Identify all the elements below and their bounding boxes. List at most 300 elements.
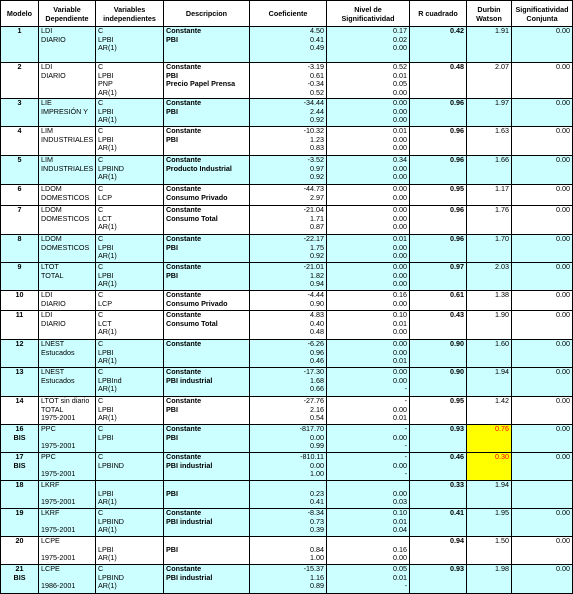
dependent-variable-cell [39, 565, 96, 594]
description-cell [164, 27, 250, 63]
independent-variables-line: C [98, 62, 104, 71]
independent-variables-cell [96, 537, 164, 565]
independent-variables-cell [96, 263, 164, 291]
coefficient-line: 1.16 [310, 572, 324, 582]
durbin-watson-value: 1.90 [495, 310, 509, 319]
dependent-variable-line: LDOM [41, 205, 62, 214]
model-number-cell [1, 291, 39, 311]
durbin-watson-cell [467, 453, 512, 481]
joint-significance-value: 0.00 [556, 508, 570, 517]
dependent-variable-line: 1975-2001 [41, 441, 76, 451]
description-line: Precio Papel Prensa [166, 79, 236, 89]
joint-significance-cell [512, 368, 573, 397]
table-row [1, 368, 573, 397]
significance-level-cell [327, 368, 410, 397]
description-line [166, 498, 247, 507]
significance-level-line: - [404, 469, 407, 479]
independent-variables-line: LCP [98, 192, 112, 202]
r-squared-cell [410, 185, 467, 206]
dependent-variable-line: 1975-2001 [41, 469, 76, 479]
durbin-watson-value: 1.38 [495, 290, 509, 299]
table-row [1, 27, 573, 63]
dependent-variable-line: 1975-2001 [41, 553, 76, 563]
dependent-variable-cell [39, 368, 96, 397]
significance-level-cell [327, 127, 410, 156]
model-number-cell [1, 340, 39, 368]
independent-variables-line: AR(1) [98, 553, 117, 563]
dependent-variable-cell [39, 311, 96, 340]
independent-variables-line: LPBI [98, 70, 114, 80]
r-squared-value: 0.33 [450, 480, 464, 489]
durbin-watson-value: 1.94 [495, 367, 509, 376]
model-number-line: 12 [15, 339, 24, 348]
description-line [166, 481, 247, 490]
joint-significance-cell [512, 311, 573, 340]
dependent-variable-line: LDOM [41, 234, 62, 243]
r-squared-value: 0.93 [450, 564, 464, 573]
coefficient-line: 0.73 [310, 516, 324, 526]
joint-significance-value: 0.00 [556, 424, 570, 433]
coefficient-line: 0.39 [310, 525, 324, 535]
coefficient-line: -3.52 [307, 155, 324, 164]
independent-variables-cell [96, 340, 164, 368]
coefficient-line: 2.44 [310, 106, 324, 116]
dependent-variable-line: INDUSTRIALES [41, 163, 94, 173]
durbin-watson-cell [467, 127, 512, 156]
significance-level-line: 0.00 [393, 432, 407, 442]
r-squared-value: 0.94 [450, 536, 464, 545]
model-number-line: BIS [13, 460, 26, 470]
dependent-variable-line: LDI [41, 26, 53, 35]
coefficient-line: 0.41 [310, 34, 324, 44]
joint-significance-cell [512, 537, 573, 565]
durbin-watson-cell [467, 99, 512, 127]
r-squared-value: 0.97 [450, 262, 464, 271]
independent-variables-line [98, 442, 161, 451]
dependent-variable-line: 1975-2001 [41, 413, 76, 423]
significance-level-line: 0.10 [393, 310, 407, 319]
model-number-line: 16 [15, 424, 24, 433]
description-line: PBI [166, 134, 178, 144]
dependent-variable-line: IMPRESIÓN Y [41, 106, 88, 116]
r-squared-cell [410, 206, 467, 235]
model-number-cell [1, 63, 39, 99]
independent-variables-line: C [98, 508, 104, 517]
r-squared-cell [410, 340, 467, 368]
significance-level-line: 0.00 [393, 279, 407, 289]
joint-significance-cell [512, 425, 573, 453]
independent-variables-line: LCT [98, 213, 112, 223]
coefficient-line: 0.54 [310, 413, 324, 423]
r-squared-cell [410, 311, 467, 340]
durbin-watson-value: 1.63 [495, 126, 509, 135]
r-squared-cell [410, 263, 467, 291]
durbin-watson-value: 1.17 [495, 184, 509, 193]
significance-level-line: 0.01 [393, 126, 407, 135]
significance-level-line: 0.00 [393, 367, 407, 376]
independent-variables-line: AR(1) [98, 222, 117, 232]
coefficient-line: 1.23 [310, 134, 324, 144]
coefficient-line: 0.96 [310, 347, 324, 357]
coefficient-line: 0.66 [310, 384, 324, 394]
independent-variables-line: AR(1) [98, 251, 117, 261]
coefficient-line: 0.00 [310, 460, 324, 470]
coefficient-line: 4.83 [310, 310, 324, 319]
independent-variables-line: AR(1) [98, 384, 117, 394]
dependent-variable-line: DIARIO [41, 70, 66, 80]
description-line [166, 89, 247, 98]
joint-significance-value: 0.00 [556, 536, 570, 545]
durbin-watson-cell [467, 565, 512, 594]
significance-level-line: 0.00 [393, 115, 407, 125]
joint-significance-cell [512, 27, 573, 63]
significance-level-cell [327, 481, 410, 509]
coefficient-line: -22.17 [303, 234, 324, 243]
independent-variables-line: AR(1) [98, 172, 117, 182]
table-row [1, 235, 573, 263]
significance-level-line: 0.01 [393, 572, 407, 582]
description-line: Constante [166, 205, 202, 214]
independent-variables-line: C [98, 262, 104, 271]
independent-variables-line: C [98, 205, 104, 214]
r-squared-value: 0.96 [450, 155, 464, 164]
dependent-variable-cell [39, 291, 96, 311]
significance-level-line: - [404, 396, 407, 405]
dependent-variable-line: LCPE [41, 564, 60, 573]
joint-significance-value: 0.00 [556, 98, 570, 107]
independent-variables-line: AR(1) [98, 356, 117, 366]
independent-variables-line: LPBI [98, 347, 114, 357]
r-squared-value: 0.90 [450, 367, 464, 376]
dependent-variable-cell [39, 537, 96, 565]
durbin-watson-value: 2.03 [495, 262, 509, 271]
significance-level-line: 0.03 [393, 497, 407, 507]
significance-level-line: 0.00 [393, 184, 407, 193]
independent-variables-line: LPBI [98, 106, 114, 116]
significance-level-cell [327, 340, 410, 368]
coefficient-line: 0.89 [310, 581, 324, 591]
dependent-variable-line: LIM [41, 126, 53, 135]
significance-level-line: 0.00 [393, 143, 407, 153]
durbin-watson-cell [467, 368, 512, 397]
r-squared-value: 0.95 [450, 396, 464, 405]
description-line: PBI [166, 432, 178, 442]
coefficient-line: -0.34 [307, 79, 324, 89]
significance-level-line: 0.10 [393, 508, 407, 517]
significance-level-line: 0.00 [393, 163, 407, 173]
dependent-variable-line: Estucados [41, 347, 75, 357]
dependent-variable-cell [39, 206, 96, 235]
joint-significance-value: 0.00 [556, 205, 570, 214]
durbin-watson-cell [467, 27, 512, 63]
model-number-cell [1, 368, 39, 397]
model-number-line: 14 [15, 396, 24, 405]
dependent-variable-line: DOMESTICOS [41, 213, 90, 223]
significance-level-line: 0.05 [393, 79, 407, 89]
coefficient-line: 0.94 [310, 279, 324, 289]
description-line: Constante [166, 155, 202, 164]
model-number-cell [1, 99, 39, 127]
durbin-watson-value: 1.70 [495, 234, 509, 243]
significance-level-line: 0.04 [393, 525, 407, 535]
significance-level-cell [327, 99, 410, 127]
description-line: Constante [166, 262, 202, 271]
description-cell [164, 537, 250, 565]
description-line: Constante [166, 424, 202, 433]
header-coeficiente: Coeficiente [250, 1, 327, 27]
significance-level-line: 0.00 [393, 327, 407, 337]
joint-significance-value: 0.00 [556, 184, 570, 193]
model-number-cell [1, 127, 39, 156]
dependent-variable-line: LDI [41, 310, 53, 319]
significance-level-line: 0.01 [393, 413, 407, 423]
model-number-cell [1, 206, 39, 235]
durbin-watson-value: 1.66 [495, 155, 509, 164]
description-line: Constante [166, 452, 202, 461]
description-line: Constante [166, 126, 202, 135]
model-number-cell [1, 156, 39, 185]
joint-significance-cell [512, 235, 573, 263]
independent-variables-line: C [98, 367, 104, 376]
coefficient-line: 0.97 [310, 163, 324, 173]
dependent-variable-cell [39, 27, 96, 63]
coefficient-line: 0.49 [310, 43, 324, 53]
r-squared-value: 0.90 [450, 339, 464, 348]
independent-variables-line: LPBI [98, 242, 114, 252]
significance-level-line: 0.00 [393, 298, 407, 308]
dependent-variable-line: DIARIO [41, 298, 66, 308]
joint-significance-value: 0.00 [556, 26, 570, 35]
independent-variables-line: LPBIND [98, 163, 124, 173]
description-line: Consumo Privado [166, 298, 228, 308]
independent-variables-line: LCP [98, 298, 112, 308]
description-line [166, 173, 247, 182]
significance-level-line: 0.00 [393, 460, 407, 470]
table-row [1, 63, 573, 99]
table-row [1, 311, 573, 340]
coefficient-cell [250, 156, 327, 185]
significance-level-line: 0.00 [393, 43, 407, 53]
coefficient-line: 0.48 [310, 327, 324, 337]
coefficient-cell [250, 185, 327, 206]
independent-variables-cell [96, 235, 164, 263]
description-line: PBI [166, 544, 178, 554]
coefficient-line: 1.68 [310, 375, 324, 385]
joint-significance-cell [512, 156, 573, 185]
significance-level-line: 0.05 [393, 564, 407, 573]
dependent-variable-cell [39, 127, 96, 156]
model-number-cell [1, 425, 39, 453]
model-number-line: BIS [13, 572, 26, 582]
r-squared-cell [410, 235, 467, 263]
description-cell [164, 235, 250, 263]
model-number-cell [1, 565, 39, 594]
joint-significance-cell [512, 291, 573, 311]
coefficient-line: -6.26 [307, 339, 324, 348]
coefficient-line: 0.83 [310, 143, 324, 153]
independent-variables-cell [96, 291, 164, 311]
durbin-watson-cell [467, 509, 512, 537]
r-squared-cell [410, 63, 467, 99]
dependent-variable-line: LTOT [41, 262, 59, 271]
description-line [166, 414, 247, 423]
durbin-watson-value: 1.50 [495, 536, 509, 545]
independent-variables-line: AR(1) [98, 43, 117, 53]
model-number-cell [1, 397, 39, 425]
model-number-line: 4 [17, 126, 22, 135]
description-line: Constante [166, 290, 202, 299]
r-squared-value: 0.93 [450, 424, 464, 433]
model-number-line: 18 [15, 480, 24, 489]
model-number-line: 8 [17, 234, 22, 243]
r-squared-value: 0.96 [450, 98, 464, 107]
joint-significance-value: 0.00 [556, 564, 570, 573]
joint-significance-cell [512, 565, 573, 594]
dependent-variable-cell [39, 397, 96, 425]
dependent-variable-line: LDOM [41, 184, 62, 193]
table-row [1, 340, 573, 368]
model-number-cell [1, 453, 39, 481]
joint-significance-value: 0.00 [556, 155, 570, 164]
header-durbin-watson: Durbin Watson [467, 1, 512, 27]
coefficient-line: 0.90 [310, 298, 324, 308]
significance-level-line: 0.00 [393, 347, 407, 357]
description-line: Constante [166, 184, 202, 193]
independent-variables-line: AR(1) [98, 327, 117, 337]
coefficient-line: 0.87 [310, 222, 324, 232]
significance-level-line: 0.00 [393, 222, 407, 232]
dependent-variable-cell [39, 156, 96, 185]
joint-significance-cell [512, 397, 573, 425]
significance-level-line: 0.00 [393, 192, 407, 202]
coefficient-cell [250, 206, 327, 235]
significance-level-line: 0.00 [393, 87, 407, 97]
joint-significance-value: 0.00 [556, 290, 570, 299]
joint-significance-cell [512, 340, 573, 368]
coefficient-cell [250, 291, 327, 311]
significance-level-cell [327, 156, 410, 185]
significance-level-line: 0.01 [393, 234, 407, 243]
coefficient-cell [250, 509, 327, 537]
coefficient-line: -3.19 [307, 62, 324, 71]
r-squared-value: 0.41 [450, 508, 464, 517]
joint-significance-value: 0.00 [556, 262, 570, 271]
description-cell [164, 63, 250, 99]
r-squared-cell [410, 291, 467, 311]
description-line: PBI [166, 404, 178, 414]
coefficient-line: 0.92 [310, 172, 324, 182]
significance-level-cell [327, 63, 410, 99]
table-row [1, 509, 573, 537]
coefficient-line: 1.75 [310, 242, 324, 252]
independent-variables-line: LPBInd [98, 375, 122, 385]
table-row [1, 263, 573, 291]
table-body [1, 27, 573, 594]
coefficient-line: -27.76 [303, 396, 324, 405]
model-number-line: 21 [15, 564, 24, 573]
independent-variables-line: C [98, 184, 104, 193]
header-nivel-significatividad: Nivel de Significatividad [327, 1, 410, 27]
independent-variables-line: LPBIND [98, 460, 124, 470]
r-squared-cell [410, 156, 467, 185]
description-cell [164, 509, 250, 537]
dependent-variable-cell [39, 340, 96, 368]
independent-variables-line: C [98, 234, 104, 243]
description-line: Constante [166, 234, 202, 243]
coefficient-line: 0.46 [310, 356, 324, 366]
description-cell [164, 368, 250, 397]
dependent-variable-line: LTOT sin diario [41, 396, 90, 405]
description-line: Constante [166, 396, 202, 405]
coefficient-line: 0.23 [310, 488, 324, 498]
description-cell [164, 340, 250, 368]
r-squared-value: 0.46 [450, 452, 464, 461]
description-line: Constante [166, 564, 202, 573]
coefficient-cell [250, 99, 327, 127]
coefficient-cell [250, 340, 327, 368]
table-row [1, 565, 573, 594]
description-line [166, 280, 247, 289]
coefficient-line: 2.97 [310, 192, 324, 202]
model-number-line: 6 [17, 184, 22, 193]
r-squared-value: 0.96 [450, 205, 464, 214]
dependent-variable-line: LKRF [41, 480, 60, 489]
independent-variables-line: AR(1) [98, 525, 117, 535]
significance-level-line: 0.16 [393, 290, 407, 299]
durbin-watson-value: 0.76 [495, 424, 509, 433]
independent-variables-cell [96, 509, 164, 537]
independent-variables-line: LPBI [98, 270, 114, 280]
independent-variables-cell [96, 453, 164, 481]
coefficient-cell [250, 453, 327, 481]
coefficient-line: 0.61 [310, 70, 324, 80]
significance-level-cell [327, 453, 410, 481]
coefficient-line: -44.73 [303, 184, 324, 193]
durbin-watson-cell [467, 185, 512, 206]
header-variables-independientes: Variables independientes [96, 1, 164, 27]
independent-variables-line: C [98, 310, 104, 319]
coefficient-line: 0.41 [310, 497, 324, 507]
model-number-cell [1, 311, 39, 340]
dependent-variable-cell [39, 235, 96, 263]
description-line [166, 526, 247, 535]
joint-significance-value: 0.00 [556, 367, 570, 376]
r-squared-cell [410, 99, 467, 127]
dependent-variable-line: 1975-2001 [41, 497, 76, 507]
durbin-watson-value: 0.30 [495, 452, 509, 461]
description-cell [164, 397, 250, 425]
description-cell [164, 206, 250, 235]
coefficient-cell [250, 235, 327, 263]
independent-variables-cell [96, 481, 164, 509]
r-squared-cell [410, 481, 467, 509]
table-row [1, 127, 573, 156]
model-number-line: 7 [17, 205, 22, 214]
independent-variables-line: C [98, 126, 104, 135]
coefficient-line: 0.92 [310, 115, 324, 125]
model-number-line: 11 [15, 310, 24, 319]
durbin-watson-cell [467, 156, 512, 185]
r-squared-cell [410, 537, 467, 565]
description-line: PBI [166, 34, 178, 44]
description-line [166, 252, 247, 261]
independent-variables-line: AR(1) [98, 143, 117, 153]
independent-variables-cell [96, 127, 164, 156]
description-line [166, 470, 247, 479]
header-row [1, 1, 573, 27]
significance-level-line: - [404, 441, 407, 451]
durbin-watson-cell [467, 397, 512, 425]
